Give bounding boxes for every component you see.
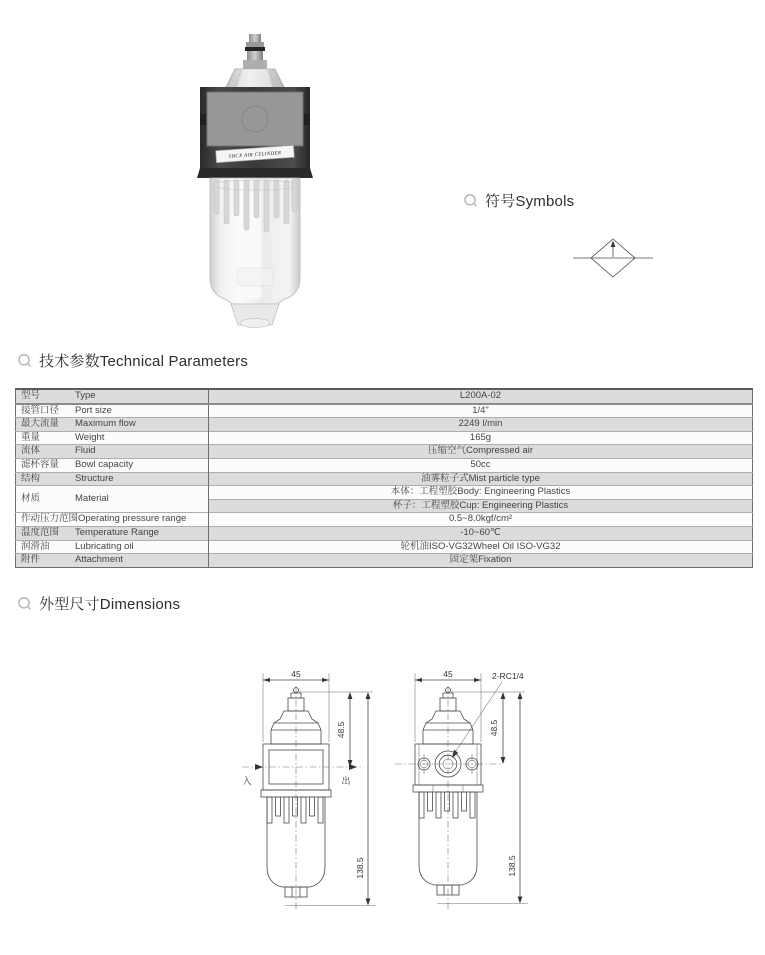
side-width-dim: 45	[443, 669, 453, 679]
param-label: 作动压力范围Operating pressure range	[16, 513, 209, 527]
param-label: 结构 Structure	[16, 472, 209, 486]
param-value: 固定架Fixation	[209, 554, 753, 568]
section-marker-icon	[17, 596, 32, 611]
front-view-drawing	[230, 652, 390, 937]
param-value: 压缩空气Compressed air	[209, 445, 753, 459]
table-row	[16, 486, 753, 500]
param-label: 滤杯容量 Bowl capacity	[16, 458, 209, 472]
param-value: -10~60℃	[209, 526, 753, 540]
param-label: 附件 Attachment	[16, 554, 209, 568]
front-width-dim: 45	[291, 669, 301, 679]
param-label: 最大流量 Maximum flow	[16, 418, 209, 432]
table-row	[16, 404, 753, 418]
table-row	[16, 540, 753, 554]
brand-label: YBCX AIR CYLINDER	[228, 151, 282, 160]
table-row	[16, 472, 753, 486]
table-row	[16, 513, 753, 527]
table-row	[16, 418, 753, 432]
param-label: 润滑油 Lubricating oil	[16, 540, 209, 554]
symbols-title: 符号Symbols	[485, 193, 575, 210]
technical-parameters-table	[15, 388, 753, 568]
table-row	[16, 431, 753, 445]
param-value: 本体：工程塑胶Body: Engineering Plastics	[209, 486, 753, 500]
section-marker-icon	[17, 353, 32, 368]
param-value: 0.5~8.0kgf/cm²	[209, 513, 753, 527]
dimensions-header	[17, 593, 180, 614]
side-view-drawing	[385, 652, 560, 937]
drain-hex	[231, 304, 279, 328]
table-row	[16, 526, 753, 540]
param-label: 接管口径 Port size	[16, 404, 209, 418]
symbols-header	[463, 190, 574, 211]
param-label: 重量 Weight	[16, 431, 209, 445]
param-value: 165g	[209, 431, 753, 445]
table-row	[16, 458, 753, 472]
port-thread-label: 2-RC1/4	[492, 671, 524, 681]
param-label: 温度范围 Temperature Range	[16, 526, 209, 540]
product-photo	[197, 28, 313, 338]
front-total-dim: 138.5	[355, 857, 365, 879]
lubricator-photo-graphic	[197, 28, 313, 333]
param-value: 油雾粒子式Mist particle type	[209, 472, 753, 486]
table-row	[16, 554, 753, 568]
param-value: 2249 l/min	[209, 418, 753, 432]
outlet-label: 出	[341, 776, 351, 786]
param-label: 材质 Material	[16, 486, 209, 513]
param-value: 轮机油ISO-VG32Wheel Oil ISO-VG32	[209, 540, 753, 554]
inlet-label: 入	[242, 776, 252, 786]
section-marker-icon	[463, 193, 478, 208]
table-row	[16, 389, 753, 404]
side-view-graphic	[385, 652, 560, 932]
side-total-dim: 138.5	[507, 855, 517, 877]
dimensions-title: 外型尺寸Dimensions	[39, 596, 181, 613]
lubricator-symbol	[565, 228, 661, 295]
param-value: 杯子：工程塑胶Cup: Engineering Plastics	[209, 499, 753, 513]
param-value: 1/4"	[209, 404, 753, 418]
body-block	[197, 87, 313, 178]
table-row	[16, 445, 753, 459]
front-upper-dim: 48.5	[336, 721, 346, 739]
technical-table-wrap	[15, 388, 753, 568]
top-screw	[243, 34, 267, 69]
param-value: L200A-02	[209, 389, 753, 404]
side-upper-dim: 48.5	[489, 719, 499, 737]
param-value: 50cc	[209, 458, 753, 472]
param-label: 型号 Type	[16, 389, 209, 404]
bowl	[210, 178, 300, 304]
param-label: 流体 Fluid	[16, 445, 209, 459]
technical-header	[17, 350, 248, 371]
front-view-graphic	[230, 652, 390, 932]
technical-title: 技术参数Technical Parameters	[39, 353, 249, 370]
lubricator-symbol-graphic	[565, 228, 661, 290]
